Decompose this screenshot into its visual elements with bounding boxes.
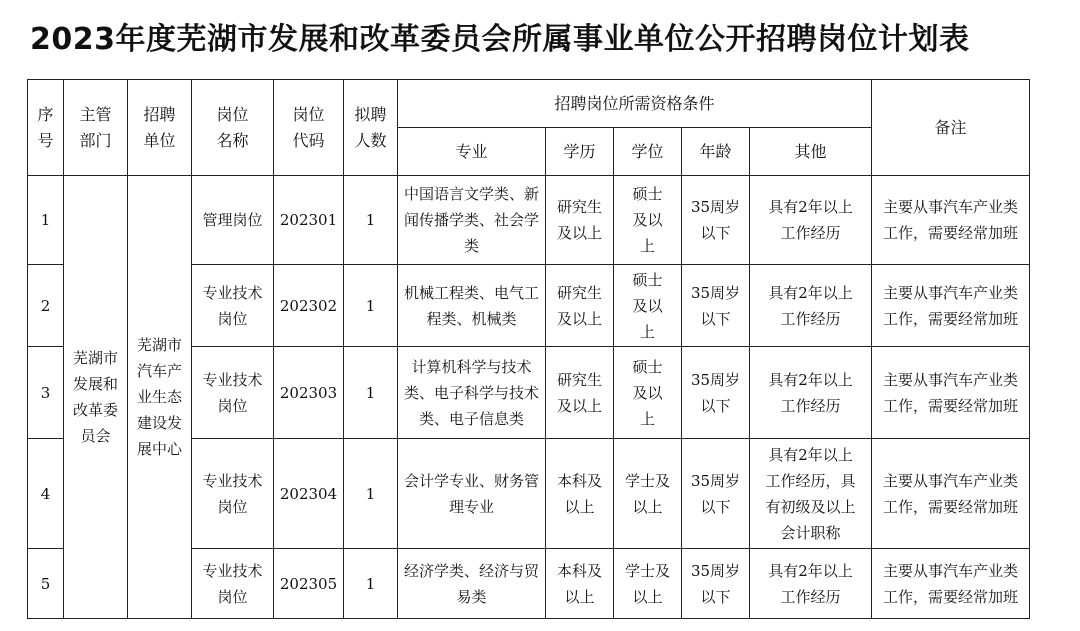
row-post-name: 专业技术岗位 — [192, 265, 274, 347]
header-remark: 备注 — [872, 80, 1030, 176]
header-post-name: 岗位名称 — [192, 80, 274, 176]
row-post-code: 202305 — [274, 549, 344, 619]
row-age: 35周岁以下 — [682, 439, 750, 549]
header-dept: 主管部门 — [64, 80, 128, 176]
header-degree: 学位 — [614, 128, 682, 176]
header-unit: 招聘单位 — [128, 80, 192, 176]
row-major: 经济学类、经济与贸易类 — [398, 549, 546, 619]
header-count: 拟聘人数 — [344, 80, 398, 176]
row-age: 35周岁以下 — [682, 549, 750, 619]
row-post-code: 202302 — [274, 265, 344, 347]
row-degree: 硕士及以上 — [614, 265, 682, 347]
row-degree: 硕士及以上 — [614, 347, 682, 439]
row-post-name: 专业技术岗位 — [192, 347, 274, 439]
row-seq: 3 — [28, 347, 64, 439]
row-remark: 主要从事汽车产业类工作，需要经常加班 — [872, 176, 1030, 265]
row-seq: 4 — [28, 439, 64, 549]
row-remark: 主要从事汽车产业类工作，需要经常加班 — [872, 265, 1030, 347]
row-remark: 主要从事汽车产业类工作，需要经常加班 — [872, 347, 1030, 439]
header-qualifications: 招聘岗位所需资格条件 — [398, 80, 872, 128]
page-title: 2023年度芜湖市发展和改革委员会所属事业单位公开招聘岗位计划表 — [30, 22, 970, 57]
row-count: 1 — [344, 265, 398, 347]
row-degree: 学士及以上 — [614, 549, 682, 619]
header-education: 学历 — [546, 128, 614, 176]
row-count: 1 — [344, 549, 398, 619]
header-major: 专业 — [398, 128, 546, 176]
row-post-name: 管理岗位 — [192, 176, 274, 265]
row-remark: 主要从事汽车产业类工作，需要经常加班 — [872, 439, 1030, 549]
row-post-code: 202301 — [274, 176, 344, 265]
row-major: 计算机科学与技术类、电子科学与技术类、电子信息类 — [398, 347, 546, 439]
row-education: 研究生及以上 — [546, 176, 614, 265]
header-post-code: 岗位代码 — [274, 80, 344, 176]
table-row — [28, 176, 1030, 265]
row-education: 研究生及以上 — [546, 347, 614, 439]
row-major: 机械工程类、电气工程类、机械类 — [398, 265, 546, 347]
row-seq: 5 — [28, 549, 64, 619]
dept-cell: 芜湖市发展和改革委员会 — [64, 176, 128, 619]
row-post-name: 专业技术岗位 — [192, 439, 274, 549]
row-education: 研究生及以上 — [546, 265, 614, 347]
row-degree: 硕士及以上 — [614, 176, 682, 265]
row-seq: 2 — [28, 265, 64, 347]
unit-cell: 芜湖市汽车产业生态建设发展中心 — [128, 176, 192, 619]
row-post-code: 202304 — [274, 439, 344, 549]
row-age: 35周岁以下 — [682, 176, 750, 265]
row-seq: 1 — [28, 176, 64, 265]
row-other: 具有2年以上工作经历，具有初级及以上会计职称 — [750, 439, 872, 549]
row-count: 1 — [344, 439, 398, 549]
header-seq: 序号 — [28, 80, 64, 176]
header-other: 其他 — [750, 128, 872, 176]
row-age: 35周岁以下 — [682, 265, 750, 347]
row-other: 具有2年以上工作经历 — [750, 176, 872, 265]
header-age: 年龄 — [682, 128, 750, 176]
row-other: 具有2年以上工作经历 — [750, 265, 872, 347]
row-major: 中国语言文学类、新闻传播学类、社会学类 — [398, 176, 546, 265]
row-count: 1 — [344, 176, 398, 265]
row-age: 35周岁以下 — [682, 347, 750, 439]
row-other: 具有2年以上工作经历 — [750, 347, 872, 439]
row-count: 1 — [344, 347, 398, 439]
row-degree: 学士及以上 — [614, 439, 682, 549]
row-education: 本科及以上 — [546, 549, 614, 619]
recruitment-plan-table — [27, 79, 1030, 619]
row-post-name: 专业技术岗位 — [192, 549, 274, 619]
row-post-code: 202303 — [274, 347, 344, 439]
row-remark: 主要从事汽车产业类工作，需要经常加班 — [872, 549, 1030, 619]
row-education: 本科及以上 — [546, 439, 614, 549]
row-other: 具有2年以上工作经历 — [750, 549, 872, 619]
row-major: 会计学专业、财务管理专业 — [398, 439, 546, 549]
